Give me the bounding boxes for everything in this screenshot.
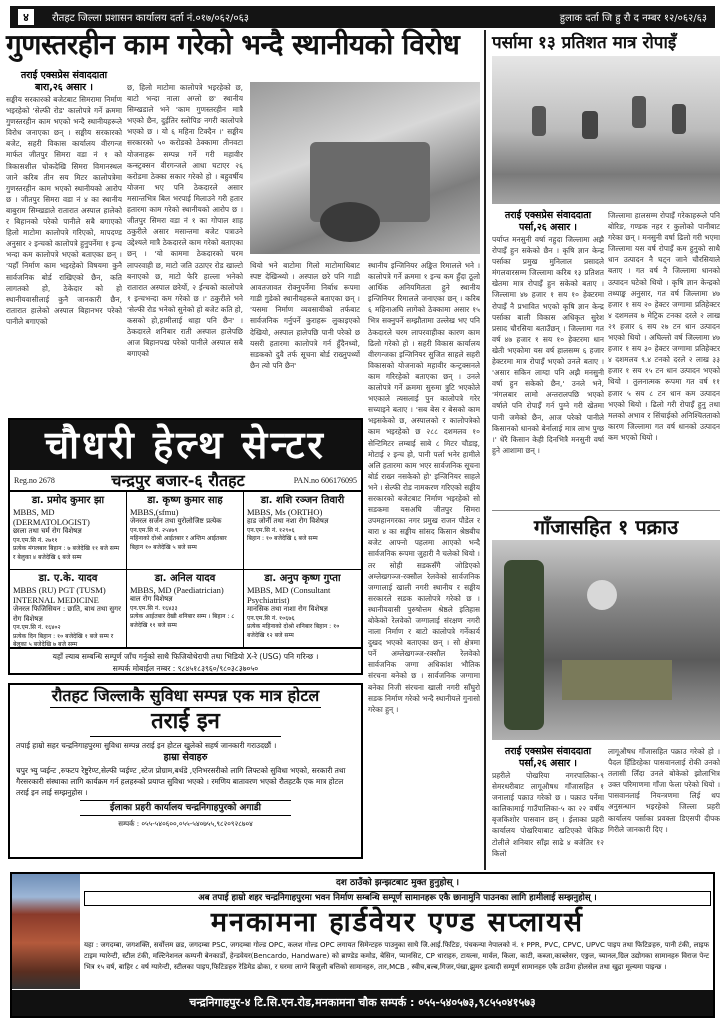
doctor-specialty: छाला तथा चर्म रोग विशेषज्ञ: [13, 527, 82, 535]
ganja-col2-text: लागूऔषध गाँजासहित पक्राउ गरेको हो । पैदल हिँडिरहेका पासवानलाई रोकी उनको तलासी लिँदा उनले बोकेको झोलाभित्र उक्त परिमाणमा गाँजा फेला परेको थियो । पासवानलाई नियन्त्रणमा लिई थप अनुसन्धान भइरहेको जिल्ला प्रहरी कार्यालय पर्साका प्रवक्ता डिएसपी दीपक गिरीले जानकारी दिए ।: [608, 747, 720, 834]
doctor-card: [10, 492, 127, 570]
ganja-article-col1: [492, 746, 604, 865]
hardware-product-list: यहा : जगदम्बा, जगशक्ति, सर्वोत्तम छड, जगदम्बा PSC, जगदम्बा गोल्ड OPC, कलश गोल्ड OPC लगायत सिमेन्टहरु पाउनुका साथै जि.आई.फिटिङ, पंचकन्या नेपालको नं. १ PPR, PVC, CPVC, UPVC पाइप तथा फिटिङहरु, पानी टंकी, लाइफ टाइम ग्यारेन्टी, स्टील टंकी, मल्टिनेशनल कम्पनी बेनकार्डो, हेन्डवेयर(Bencardo, Handware) को ब्राण्डेड कमोड, बेसिन, प्यानसिट, CP धाराहरु, टायल्स, मार्वल, किला, काटी, कब्जा,काब्लेसर, एङ्गल, च्यानल,ग्रिल उद्योगका सामानहरु विराज पेन्ट भित्र १५ वर्ष, बाहिर ८ वर्ष ग्यारेन्टी, स्टीलका पाइप,फिटिङहरु रेडिमेड ढोका, र घरमा लाग्ने बिजुली बत्तिको सामानहरु, तार,MCB , स्वीच,बल्ब,गिजर,पंखा,झुमर इत्यादी सम्पूर्ण सामानहरु एकै ठाउँमा होलसेल तथा खुद्रा मूल्यमा पाइन्छ ।: [84, 941, 709, 971]
hardware-store-name: मनकामना हार्डवेयर एण्ड सप्लायर्स: [210, 907, 585, 938]
health-contact: सम्पर्क मोबाईल नम्बर : ९८४५१८३९६०/९८०३८३७०५०: [112, 664, 259, 673]
doctor-nmc: एन.एम.सि नं. १२९०६: [247, 526, 295, 534]
health-center-ad: [8, 418, 363, 675]
doctor-schedule: प्रत्येक दिन बिहान : १० बजेदेखि १ बजे सम्म र बेलुका ५ बजेदेखि ७ बजे सम्म: [13, 632, 114, 648]
main-col2-text: छ, हिलो माटोमा कालोपत्रे भइरहेको छ, बाटो भन्दा नाला अग्लो छ' स्थानीय सिम्खडाले भने 'काम गुणस्तरहीन मात्रै भएको छैन, दुईतिर स्लोपिङ नगरी कालोपत्रे भएको छ । यो ६ महिना टिक्दैन ।' सङ्घीय सरकारको ५० करोडको ठेक्कामा तीनवटा योजनाहरू सम्पन्न गर्ने गरी महावीर कन्स्ट्रक्सन वीरगन्जले आधा घटाएर २६ करोडमा ठेक्का सकार गरेको हो । बहुवर्षीय योजना भए पनि ठेकदारले असार मसान्तभित्र बिल भरपाई मिलाउने गरी हतार हतारमा काम गरेको स्थानीयको आरोप छ । जीतपुर सिमरा वडा नं १ का गोपाल शाह ठकुरीले असार मसान्तमा बजेट पत्राउने उद्देश्यले मात्रै ठेकदारले काम गरेको बताएका छन् । 'यो काममा ठेकदारको चरम लापरवाही छ, माटो जति उठाएर रोड खाल्टो बनाएको छ, माटो फेरि हाल्ला भनेको रातारात अस्पाल छरेर्यो, २ ईन्चको कालोपत्रे १ इन्चभन्दा कम गरेको छ ।' ठकुरीले भने 'सेल्फी रोड भनेको सुनेको हो बजेट कति हो, कसको हो,हामीलाई थाहा पनि छैन' । ठेकदारले शनिबार राती अस्पाल हालेपछि आज बिहानपख परेको पानीले अस्पाल सबै बगाएको: [127, 83, 243, 359]
doctor-nmc: एन.एम.सि नं. २५४७९: [130, 526, 178, 534]
pan-number: PAN.no 606176095: [293, 475, 357, 485]
ganja-dateline: पर्सा,२६ असार ।: [518, 758, 577, 769]
doctor-grid: [10, 492, 361, 649]
postal-registration: हुलाक दर्ता जि हु रौ द नम्बर १२/०६२/६३: [559, 13, 707, 24]
reg-number: Reg.no 2678: [14, 475, 55, 485]
doctor-nmc: एन.एम.सि नं. १६४३३: [130, 604, 178, 612]
doctor-name: डा. कृष्ण कुमार साह: [147, 495, 223, 506]
hotel-services: चपुर भ्यु प्वईन्ट ,रुफटप रेष्टुरेण्ट,सेल्फी प्वईण्ट ,स्टेज प्रोग्राम,बर्थडे ,एनिभरसरीको लागि लिफ्टको सुविधा भएको, सरकारी तथा गैरसरकारी संस्थाका लागि कार्यक्रम गर्न हलहरुको प्रयाप्त सुविधा भएको । रमणिय बातावरण भएको रौतहटकै एक मात्र होटल तराई इन लाई सम्झनुहोस ।: [16, 766, 346, 797]
doctor-qualification: MBBS, MD (Consultant Psychiatrist): [247, 585, 331, 605]
hardware-ad: [10, 872, 715, 1018]
road-roller-photo: [250, 82, 480, 254]
hardware-slogan: दश ठाउँको झन्झटबाट मुक्त हुनुहोस् ।: [335, 878, 460, 888]
right-article-col1: [492, 210, 604, 502]
doctor-specialty: जेनरल फिजिसियन : छाति, बाथ तथा सुगर रोग विशेषज्ञ: [13, 605, 121, 623]
hotel-intro: तपाई हाम्रो सहर चन्द्रनिगाहपुरमा सुविधा सम्पन्न तराई इन होटल खुलेको सहर्ष जानकारी गराउदछौं ।: [16, 741, 277, 750]
main-dateline: बारा,२६ असार ।: [35, 82, 93, 93]
column-divider: [484, 30, 486, 870]
masthead-bar: [10, 6, 715, 28]
doctor-schedule: बिहान : १० बजेदेखि ६ बजे सम्म: [247, 535, 318, 542]
hotel-phone: सम्पर्क : ०५५-५४०६००,०५५-५४०७५५,९८२०९२८७०४: [118, 820, 253, 828]
right-dateline: पर्सा,२६ असार ।: [518, 222, 577, 233]
right-headline: पर्सामा १३ प्रतिशत मात्र रोपाइँ: [492, 30, 720, 57]
doctor-qualification: MBBS,(sfmu): [130, 507, 179, 517]
ganja-byline: तराई एक्सप्रेस संवाददाता: [504, 746, 592, 757]
doctor-qualification: MBBS, MD (DERMATOLOGIST): [13, 507, 90, 527]
ganja-headline: गाँजासहित १ पक्राउ: [492, 510, 720, 540]
main-col3-text: थियो भने बाटोमा गिलो माटोमाथिबाट स्पष्ट देखिन्थ्यो । अस्पाल छरे पनि गाडी आवतजावत रोक्नुपर्नेमा निर्बाध रूपमा गाडी गुडेको स्थानीयहरूले बताएका छन् । 'यसमा निर्माण व्यवसायीको तर्फबाट सार्वजनिक गर्नुपर्ने कुराहरू लुकाइएको देखियो, अस्पाल हालेपछि पानी परेको छ यसरी हतारमा कालोपत्रे गर्न हुँदैनथ्यो, सडकको दुवै तर्फ सूचना बोर्ड राख्नुपर्थ्यो छैन त्यो पनि छैन': [250, 261, 360, 370]
doctor-schedule: प्रत्येक महिनाको दोश्रो शनिबार बिहान : १० बजेदेखि १२ बजे सम्म: [247, 623, 340, 639]
doctor-name: डा. शशि रञ्जन तिवारी: [260, 495, 345, 506]
health-center-name: चौधरी हेल्थ सेन्टर: [10, 420, 361, 470]
hardware-subslogan: अब तपाई हाम्रो शहर चन्द्रनिगाहपुरमा भवन निर्माण सम्बन्धि सम्पूर्ण सामानहरू एकै छानामुनि पाउनका लागि हामीलाई सम्झनुहोस् ।: [84, 891, 711, 906]
doctor-nmc: एन.एम.सि नं. १०६७६: [247, 614, 295, 622]
page-number: ४: [18, 9, 34, 25]
right-col2-text: जिल्लामा हालसम्म रोपाइँ गरेकाहरूले पनि बोरिङ, गण्डक नहर र कुलोको पानीबाट गरेका छन् । मनसुनी वर्षा ढिलो गरी भएमा जिल्लामा यस वर्ष रोपाइँ कम हुनुको साथै धान उत्पादन नै घट्न जाने चौरसियाले बताए । गत वर्ष नै जिल्लामा धानको उत्पादन घटेको थियो । कृषि ज्ञान केन्द्रको तथ्याङ्क अनुसार, गत वर्ष जिल्लामा ४७ हजार १ सय २० हेक्टर जग्गामा प्रतिहेक्टर ४ दशमलव ७ मेट्रिक टनका दरले २ लाख २१ हजार ६ सय २७ टन धान उत्पादन भएको थियो । अघिल्लो वर्ष जिल्लामा ४७ हजार १ सय ३० हेक्टर जग्गामा प्रतिहेक्टर ४ दशमलव ९.४ टनको दरले २ लाख ३३ हजार १ सय १५ टन धान उत्पादन भएको थियो । तुलनात्मक रूपमा गत वर्ष ११ हजार ५ सय ८ टन धान कम उत्पादन भएको थियो । ढिलो गरी रोपाइँ हुनु तथा मलको अभाव र सिंचाईको अनिश्चितताको कारण जिल्लामा गत वर्ष धानको उत्पादन कम भएको थियो ।: [608, 211, 720, 442]
main-col4-text: स्थानीय इन्जिनियर अङ्कित रिमालले भने । कालोपत्रे गर्ने क्रममा १ इन्च कम हुँदा ठूलो आर्थिक अनियमितता हुने स्थानीय इन्जिनियर रिमालले जनाएका छन् । करिब ६ महिनाअघि लागेको ठेक्कामा असार १५ भित्र सक्नुपर्ने सम्झौतामा उल्लेख भए पनि ठेकदारले चरम लापरवाहीका कारण काम ढिलो गरेको हो । सहरी विकास कार्यालय वीरगन्जका इन्जिनियर सुजित साहले सहरी विकासको योजनाको महावीर कन्ट्रक्सनले काम गरिरहेको बताएका छन् । उनले कालोपत्रे गर्ने क्रममा सुरुमा त्रुटि भएकोले भएकाले त्यसलाई पुन कालोपत्रे गरेर सच्याइने बताए । 'सब बेस र बेसको काम भइसकेको छ, अस्पालको र कालोपत्रेको काम भइरहेको छ २८८ दशमलव १० सेन्टिमिटर लम्बाई साबे ८ मिटर चौडाइ, मोटाई २ इन्च हो, पानी पर्ला भनेर हामीले अलि हतारमा काम भएर सार्वजनिक सूचना बोर्ड राख्न नसकेको हो' इन्जिनियर साहले भने । सेल्फी रोड नामकरण गरिएको सङ्घीय सरकारको बजेटबाट निर्माण भइरहेको सो सडकमा यसअघि जीतपुर सिमरा उपमहानगरका नगर प्रमुख राजन पौडेल र बारा ४ का सङ्घीय सांसद किसान श्रेष्ठबीच बजेट आफ्नो पहलमा आएको भन्दै सार्वजनिक रूपमा जुहारी नै चलेको थियो । तर सोही सडकसँगै जोडिएको अम्लेखगञ्ज-रक्सौल रेलवेको सार्वजनिक जग्गालाई खाली नगरी स्थानीय र सङ्घीय सरकारले सडक कालोपत्रे गरेको छ । स्थानीयवासी पुरुषोत्तम श्रेष्ठले इतिहास बोकेको रेलवेको जग्गालाई संरक्षण नगरी नाला निर्माण र बाटो कालोपत्रे गर्नेकार्य दुखद भएको बताएका छन् । सो क्षेत्रमा पर्ने अम्लेखगञ्ज-रक्सौल रेलवेको सार्वजनिक जग्गा अधिकांश भौतिक संरचना बनेको छ । सार्वजनिक जग्गामा बनेका निजी संरचना खाली नगरी साँघुरो सडक निर्माण गरेको भन्दै स्थानीयले गुनासो गरेका हुन् ।: [368, 261, 480, 714]
doctor-nmc: एन.एम.सि नं. २७११: [13, 536, 58, 544]
doctor-qualification: MBBS (RU) PGT (TUSM) INTERNAL MEDICINE: [13, 585, 106, 605]
doctor-schedule: प्रत्येक आईतबार देखी शनिबार सम्म । बिहान : ८ बजेदेखि ११ बजे सम्म: [130, 613, 235, 629]
main-byline: तराई एक्सप्रेस संवाददाता: [20, 70, 108, 81]
right-byline: तराई एक्सप्रेस संवाददाता: [504, 210, 592, 221]
doctor-name: डा. अनुप कृष्ण गुप्ता: [264, 573, 341, 584]
doctor-card: [127, 492, 244, 570]
doctor-qualification: MBBS, Ms (ORTHO): [247, 507, 323, 517]
main-article-col1: [6, 70, 122, 414]
ganja-col1-text: प्रहरीले पोखरिया नगरपालिका-९ सेमरथरीबाट लागूऔषध गाँजासहित १ जनालाई पक्राउ गरेको छ । पक्राउ पर्नेमा कालिकामाई गाउँपालिका-५ का २२ वर्षीय बृजकिशोर पासवान छन् । ईलाका प्रहरी कार्यालय पोखरियाबाट खटिएको चेकिङ टोलीले शनिबार साँझ साढे ४ बजेतिर १२ किलो: [492, 771, 604, 858]
doctor-name: डा. ए.के. यादव: [38, 573, 98, 584]
hotel-location: ईलाका प्रहरी कार्यालय चन्द्रनिगाहपुरको अगाडी: [80, 800, 291, 816]
paddy-planting-photo: [492, 56, 720, 204]
registration-text: रौतहट जिल्ला प्रशासन कार्यालय दर्ता नं.०१७/०६२/०६३: [52, 13, 250, 24]
arrest-photo: [492, 540, 720, 740]
right-col1-text: पर्याप्त मनसुनी वर्षा नहुदा जिल्लामा अझै रोपाइँ हुन सकेको छैन । कृषि ज्ञान केन्द्र पर्साका प्रमुख मुनिलाल प्रसादले मंगलवारसम्म जिल्लामा करिब १३ प्रतिशत खेतमा मात्र रोपाइँ हुन सकेको बताए । जिल्लामा ४७ हजार १ सय १० हेक्टरमा रोपाइँ नै प्रभावित भएको कृषि ज्ञान केन्द्र पर्साका बाली विकास अधिकृत सुरेश प्रसाद चौरसिया बताउँछन् । जिल्लामा गत वर्ष ४७ हजार १ सय १० हेक्टरमा धान खेती भएकोमा यस वर्ष हालसम्म ६ हजार हेक्टरमा मात्र रोपाइँ भएको उनले बताए । 'असार सकिन लाग्दा पनि अझै मनसुनी वर्षा हुन सकेको छैन,' उनले भने, 'मंगलबार लामो अन्तरालपछि भएको वर्षाले पनि रोपाइँ गर्न पुग्ने गरी खेतमा पानी जमेको छैन, आज परेको पानीले किसानको धानको बेर्नालाई मात्र लाभ पुग्छ ।' धेरै किसान केही दिनभित्रै मनसुनी वर्षा हुने आशामा छन् ।: [492, 235, 604, 455]
health-address: चन्द्रपुर बजार-६ रौतहट: [111, 471, 245, 490]
doctor-card: [127, 570, 244, 648]
temple-photo: [12, 874, 80, 989]
health-services-note: यहाँ ल्याब सम्बन्धि सम्पूर्ण जाँच गर्नुको साथै फिजियोथेरापी तथा भिडियो X-रे (USG) पनि गरिन्छ ।: [52, 652, 319, 661]
doctor-nmc: एन.एम.सि नं. १६४०२: [13, 624, 61, 631]
doctor-specialty: हाड जोर्नी तथा नशा रोग विशेषज्ञ: [247, 517, 329, 525]
hotel-ad: [8, 683, 363, 859]
hotel-tagline: रौतहट जिल्लाकै सुविधा सम्पन्न एक मात्र होटल: [50, 685, 321, 708]
doctor-schedule: प्रत्येक मंगलबार बिहान : ७ बजेदेखि ११ बजे सम्म र बेलुका ४ बजेदेखि ६ बजे सम्म: [13, 545, 120, 561]
doctor-qualification: MBBS, MD (Paediatrician): [130, 585, 224, 595]
hardware-address-contact: चन्द्रनिगाहपुर-४ टि.सि.एन.रोड,मनकामना चौक सम्पर्क : ०५५-५४०५७३,९८५५०४१५७३: [12, 990, 713, 1016]
doctor-specialty: मानसिक तथा नाशा रोग विशेषज्ञ: [247, 605, 328, 613]
doctor-name: डा. अनिल यादव: [154, 573, 216, 584]
doctor-card: [10, 570, 127, 648]
doctor-specialty: जेनरल सर्जन तथा युरोलोजिष्ट प्रत्येक: [130, 517, 222, 525]
doctor-name: डा. प्रमोद कुमार झा: [31, 495, 105, 506]
doctor-schedule: महिनाको दोश्रो आईतबार र अन्तिम आईतबार बिहान १० बजेदेखि ५ बजे सम्म: [130, 535, 227, 551]
main-headline: गुणस्तरहीन काम गरेको भन्दै स्थानीयको विरोध: [6, 28, 460, 61]
main-col1-text: सङ्घीय सरकारको बजेटबाट सिमरामा निर्माण भइरहेको 'सेल्फी रोड' कालोपत्रे गर्ने क्रममा गुणस्तरहीन काम भएको भन्दै स्थानीयहरूले विरोध जनाएका छन् । सङ्घीय सरकारको बजेट, सहरी विकास कार्यालय वीरगन्ज मार्फत जीतपुर सिमरा वडा नं १ को त्रिकासशील चोकदेखि सिमरा विमानस्थल जाने करिब तीन सय मिटर कालोपत्रेमा गुणस्तरहीन काम भएको स्थानीयको आरोप छ । जीतपुर सिमरा वडा नं ४ का स्थानीय बाबुराम सिम्खडाले रातारात अस्पाल हालेको र बिहानको परेको पानीले सबै बगाएको हिलो माटोमा कालोपत्रे गरिएको, मापदण्ड अनुसार २ इन्चको कालोपत्रे हुनुपर्नेमा १ इन्च भन्दा कम कालोपत्रे भएको बताएका छन् । 'यहाँ निर्माण काम भइरहेको विषयमा कुनै सार्वजनिक बोर्ड राखिएको छैन, कति लागतको हो, ठेकेदार को हो स्थानीयवासीलाई कुनै जानकारी छैन, रातारात हालेको अस्पाल बिहानभर परेको पानीले बगाएको: [6, 95, 122, 326]
doctor-card: [244, 492, 361, 570]
hotel-name: तराई इन: [90, 708, 281, 737]
hotel-services-title: हाम्रा सेवाहरु: [163, 752, 208, 763]
doctor-specialty: बाल रोग विशेषज्ञ: [130, 595, 173, 603]
doctor-card: [244, 570, 361, 648]
